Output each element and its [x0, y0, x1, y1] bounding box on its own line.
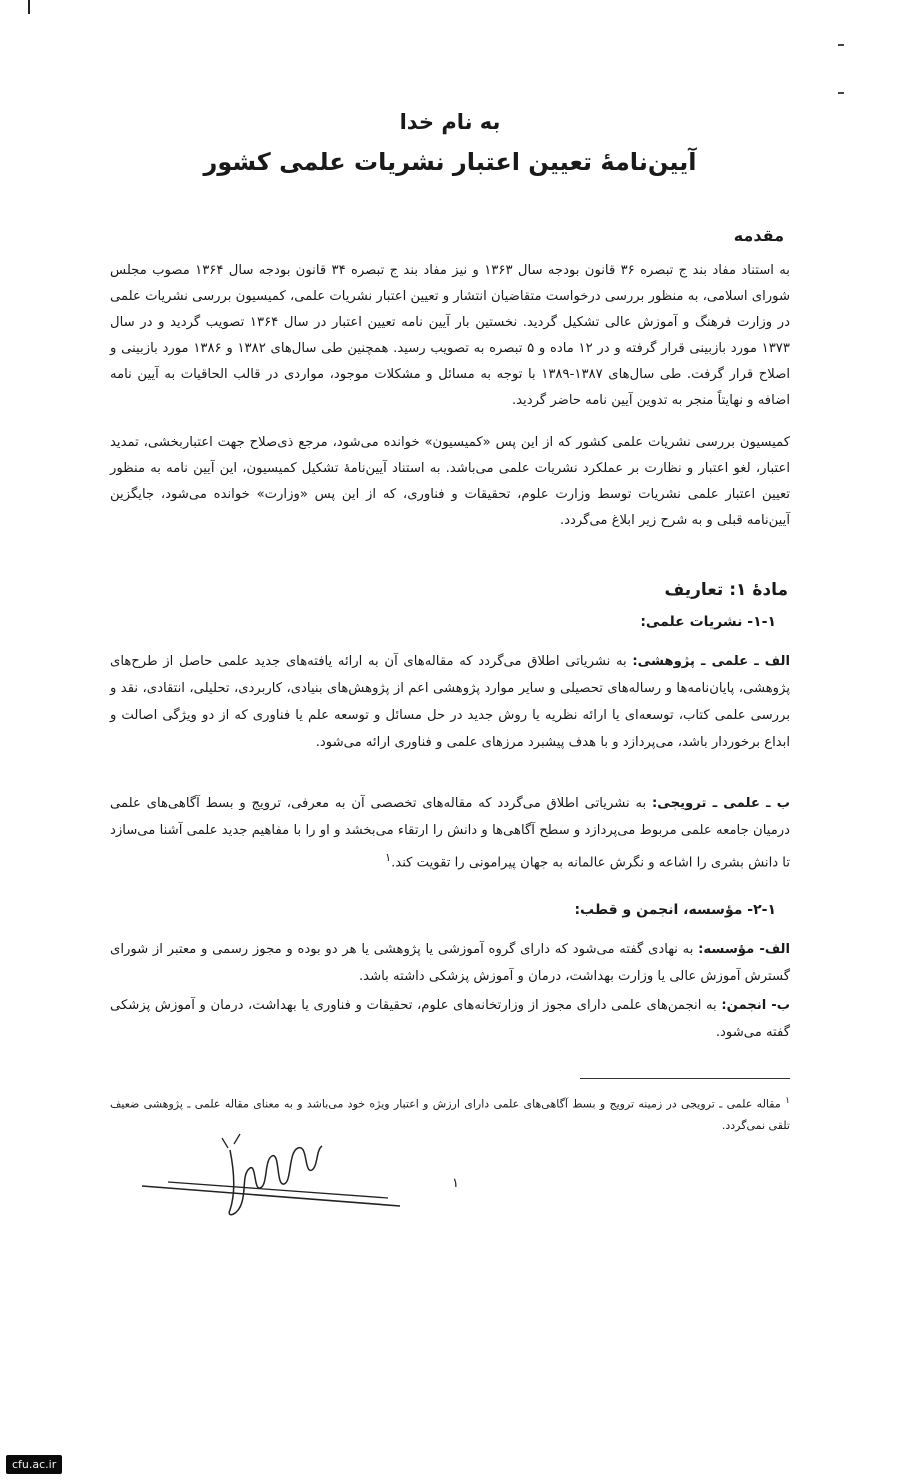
definition-text: به نشریاتی اطلاق می‌گردد که مقاله‌های آن به ارائه یافته‌های جدید علمی حاصل از طرح‌های پژوهشی، پایان‌نامه‌ها و رساله‌های تحصیلی و سایر موارد پژوهشی اعم از پژوهش‌های بنیادی، کاربردی، تحلیلی، انتقادی، نقد و بررسی علمی کتاب، توسعه‌ای یا ارائه نظریه یا روش جدید در حل مسائل و توسعه علم یا فناوری که از دو ویژگی اصالت و ابداع برخوردار باشد، می‌پردازد و با هدف پیشبرد مرزهای علمی و فناوری ارائه می‌شود. [110, 654, 790, 750]
scan-edge-tick [838, 92, 844, 94]
subsection-1-1-heading: ۱-۱- نشریات علمی: [640, 614, 776, 630]
intro-paragraph-1: به استناد مفاد بند ج تبصره ۳۶ قانون بودجه سال ۱۳۶۳ و نیز مفاد بند ج تبصره ۳۴ قانون بودجه سال ۱۳۶۴ مصوب مجلس شورای اسلامی، به منظور بررسی درخواست متقاضیان انتشار و تعیین اعتبار نشریات علمی، کمیسیون بررسی نشریات علمی در وزارت فرهنگ و آموزش عالی تشکیل گردید. نخستین بار آیین نامه تعیین اعتبار در سال ۱۳۶۴ تصویب گردید و در سال ۱۳۷۳ مورد بازبینی قرار گرفته و در ۱۲ ماده و ۵ تبصره به تصویب رسید. همچنین طی سال‌های ۱۳۸۲ و ۱۳۸۶ مورد بازبینی و اصلاح قرار گرفت. طی سال‌های ۱۳۸۷-۱۳۸۹ با توجه به مسائل و مشکلات موجود، مواردی در قالب الحاقیات به آیین نامه اضافه و نهایتاً منجر به تدوین آیین نامه حاضر گردید. [110, 263, 790, 408]
document-title: آیین‌نامهٔ تعیین اعتبار نشریات علمی کشور [203, 148, 697, 176]
footnote-divider [580, 1078, 790, 1079]
footnote [110, 1090, 790, 1136]
definition-text: به نشریاتی اطلاق می‌گردد که مقاله‌های تخصصی آن به معرفی، ترویج و بسط آگاهی‌های علمی درمیان جامعه علمی مربوط می‌پردازد و سطح آگاهی‌ها و دانش را ارتقاء می‌بخشد و او را با مفاهیم جدید علمی آشنا می‌سازد تا دانش بشری را اشاعه و نگرش عالمانه به جهان پیرامونی را تقویت کند. [110, 796, 790, 871]
definition-lead: ب- انجمن: [721, 998, 790, 1013]
footnote-reference: ۱ [385, 851, 392, 864]
definition-lead: الف ـ علمی ـ پژوهشی: [632, 654, 790, 669]
scan-edge-tick [838, 44, 844, 46]
basmala-heading: به نام خدا [399, 110, 501, 134]
definition-institution [110, 936, 790, 990]
intro-paragraph-2: کمیسیون بررسی نشریات علمی کشور که از این پس «کمیسیون» خوانده می‌شود، مرجع ذی‌صلاح جهت اعتباربخشی، تمدید اعتبار، لغو اعتبار و نظارت بر عملکرد نشریات علمی می‌باشد. به استناد آیین‌نامهٔ تشکیل کمیسیون، این آیین نامه به منظور تعیین اعتبار علمی نشریات توسط وزارت علوم، تحقیقات و فناوری، که از این پس «وزارت» خوانده می‌شود، جایگزین آیین‌نامه قبلی و به شرح زیر ابلاغ می‌گردد. [110, 435, 790, 528]
scan-corner-mark [28, 0, 30, 14]
handwritten-signature [138, 1130, 408, 1225]
definition-text: به نهادی گفته می‌شود که دارای گروه آموزشی یا پژوهشی یا هر دو بوده و مجوز رسمی و معتبر از شورای گسترش آموزش عالی یا وزارت بهداشت، درمان و آموزش پزشکی داشته باشد. [110, 942, 790, 984]
definition-promotional-journal [110, 790, 790, 876]
subsection-1-2-heading: ۲-۱- مؤسسه، انجمن و قطب: [574, 902, 776, 918]
site-watermark: cfu.ac.ir [6, 1455, 62, 1474]
footnote-marker: ۱ [785, 1095, 790, 1106]
definition-lead: ب ـ علمی ـ ترویجی: [651, 796, 790, 811]
footnote-text: مقاله علمی ـ ترویجی در زمینه ترویج و بسط آگاهی‌های علمی دارای ارزش و اعتبار ویژه خود می‌باشد و به معنای مقاله علمی ـ پژوهشی ضعیف تلقی نمی‌گردد. [110, 1097, 790, 1132]
page-number: ۱ [452, 1176, 459, 1191]
definition-lead: الف- مؤسسه: [698, 942, 790, 957]
definition-text: به انجمن‌های علمی دارای مجوز از وزارتخانه‌های علوم، تحقیقات و فناوری یا بهداشت، درمان و آموزش پزشکی گفته می‌شود. [110, 998, 790, 1040]
intro-heading: مقدمه [733, 226, 784, 245]
article-1-heading: مادهٔ ۱: تعاریف [664, 580, 788, 600]
definition-research-journal [110, 648, 790, 756]
definition-association [110, 992, 790, 1046]
